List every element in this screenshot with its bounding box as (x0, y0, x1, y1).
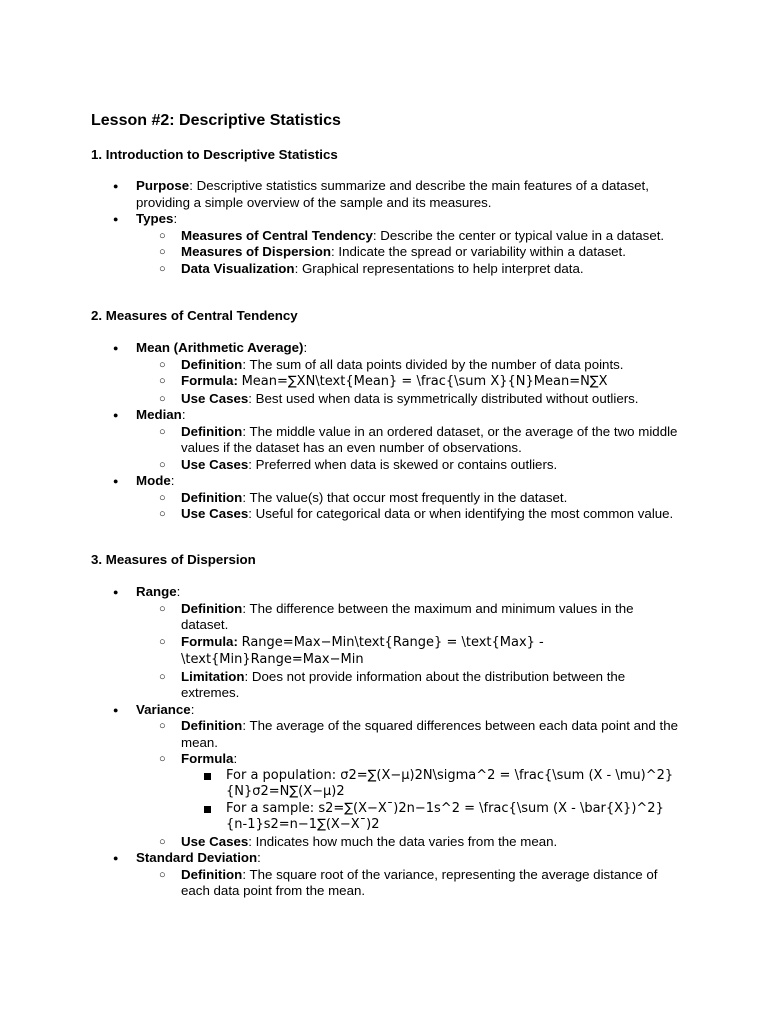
median-label: Median (136, 407, 182, 422)
types-item-text: : Describe the center or typical value in a dataset. (372, 227, 665, 243)
use-cases-text: : Preferred when data is skewed or contains outliers. (248, 456, 558, 472)
sublist-item-median-use-cases (181, 457, 681, 474)
mode-suffix: : (170, 473, 175, 488)
standard-deviation-suffix: : (257, 850, 261, 865)
definition-label: Definition (181, 356, 243, 372)
sublist-item-population-formula: For a population: σ2=∑(X−μ)2N\sigma^2 = \frac{\sum (X - \mu)^2}{N}σ2=N∑(X−μ)2 (226, 768, 681, 801)
variance-sublist (136, 718, 681, 850)
types-item-label: Measures of Dispersion (181, 244, 332, 259)
purpose-text: : Descriptive statistics summarize and describe the main features of a dataset, providing a simple overview of the sample and its measures. (136, 178, 649, 210)
sublist-item-variance-formula (181, 751, 681, 834)
list-item-range (136, 584, 681, 702)
types-item-text: : Graphical representations to help interpret data. (294, 260, 584, 276)
standard-deviation-label: Standard Deviation (136, 850, 258, 865)
use-cases-text: : Indicates how much the data varies from the mean. (248, 833, 558, 849)
definition-text: : The difference between the maximum and minimum values in the dataset. (181, 600, 634, 632)
types-label: Types (136, 211, 174, 226)
list-item-mean (136, 340, 681, 407)
list-item-standard-deviation (136, 850, 681, 900)
definition-text: : The middle value in an ordered dataset, or the average of the two middle values if the dataset has an even number of observations. (181, 423, 678, 455)
list-item-mode (136, 473, 681, 523)
definition-text: : The sum of all data points divided by the number of data points. (242, 356, 624, 372)
types-item-text: : Indicate the spread or variability within a dataset. (331, 244, 626, 259)
sublist-item-data-visualization (181, 261, 681, 278)
standard-deviation-sublist (136, 867, 681, 900)
use-cases-label: Use Cases (181, 390, 249, 406)
mode-sublist (136, 490, 681, 523)
formula-label: Formula (181, 751, 234, 766)
mean-label: Mean (Arithmetic Average) (136, 340, 304, 355)
mean-sublist (136, 357, 681, 408)
types-item-label: Data Visualization (181, 260, 295, 276)
formula-suffix: : (233, 751, 238, 766)
mode-label: Mode (136, 473, 171, 488)
list-item-median (136, 407, 681, 473)
sublist-item-mean-definition (181, 357, 681, 374)
sublist-item-dispersion (181, 244, 681, 261)
list-item-variance (136, 702, 681, 851)
definition-label: Definition (181, 600, 243, 616)
range-sublist (136, 601, 681, 702)
limitation-text: : Does not provide information about the distribution between the extremes. (181, 668, 626, 700)
sublist-item-variance-definition (181, 718, 681, 751)
sublist-item-mode-definition (181, 490, 681, 507)
definition-text: : The average of the squared differences between each data point and the mean. (181, 718, 678, 750)
purpose-label: Purpose (136, 178, 190, 193)
definition-label: Definition (181, 423, 243, 439)
median-suffix: : (181, 407, 186, 422)
sublist-item-central-tendency (181, 228, 681, 245)
sublist-item-sd-definition (181, 867, 681, 900)
list-item-types (136, 211, 681, 277)
dispersion-list (136, 584, 681, 900)
definition-text: : The value(s) that occur most frequently in the dataset. (242, 489, 568, 505)
types-suffix: : (173, 211, 178, 226)
list-item-purpose (136, 178, 681, 211)
formula-label: Formula: (181, 373, 238, 388)
definition-text: : The square root of the variance, representing the average distance of each data point from the mean. (181, 866, 658, 898)
use-cases-label: Use Cases (181, 833, 249, 849)
section-heading-central-tendency: 2. Measures of Central Tendency (91, 308, 298, 323)
use-cases-label: Use Cases (181, 456, 249, 472)
use-cases-label: Use Cases (181, 506, 249, 521)
sublist-item-range-formula (181, 634, 681, 669)
sublist-item-sample-formula: For a sample: s2=∑(X−Xˉ)2n−1s^2 = \frac{\sum (X - \bar{X})^2}{n-1}s2=n−1∑(X−Xˉ)2 (226, 801, 681, 834)
introduction-list (136, 178, 681, 277)
central-tendency-list (136, 340, 681, 523)
median-sublist (136, 424, 681, 474)
sublist-item-mean-use-cases (181, 391, 681, 408)
use-cases-text: : Best used when data is symmetrically distributed without outliers. (248, 390, 639, 406)
sublist-item-mode-use-cases (181, 506, 681, 523)
sublist-item-range-definition (181, 601, 681, 634)
variance-label: Variance (136, 701, 191, 717)
mean-suffix: : (303, 340, 308, 355)
formula-text: Range=Max−Min\text{Range} = \text{Max} - \text{Min}Range=Max−Min (181, 634, 544, 667)
page-title: Lesson #2: Descriptive Statistics (91, 112, 341, 129)
variance-formula-sublist (181, 768, 681, 834)
definition-label: Definition (181, 866, 243, 882)
range-label: Range (136, 584, 177, 599)
limitation-label: Limitation (181, 668, 245, 684)
sublist-item-range-limitation (181, 669, 681, 702)
formula-label: Formula: (181, 633, 238, 649)
definition-label: Definition (181, 489, 243, 505)
sublist-item-median-definition (181, 424, 681, 457)
formula-text: Mean=∑XN\text{Mean} = \frac{\sum X}{N}Mean=N∑X (241, 374, 608, 389)
section-heading-introduction: 1. Introduction to Descriptive Statistics (91, 147, 338, 162)
section-heading-dispersion: 3. Measures of Dispersion (91, 552, 256, 567)
use-cases-text: : Useful for categorical data or when identifying the most common value. (248, 506, 674, 521)
range-suffix: : (176, 584, 181, 599)
types-item-label: Measures of Central Tendency (181, 227, 373, 243)
variance-suffix: : (190, 701, 195, 717)
types-sublist (136, 228, 681, 278)
sublist-item-mean-formula (181, 373, 681, 391)
definition-label: Definition (181, 718, 243, 733)
sublist-item-variance-use-cases (181, 834, 681, 851)
